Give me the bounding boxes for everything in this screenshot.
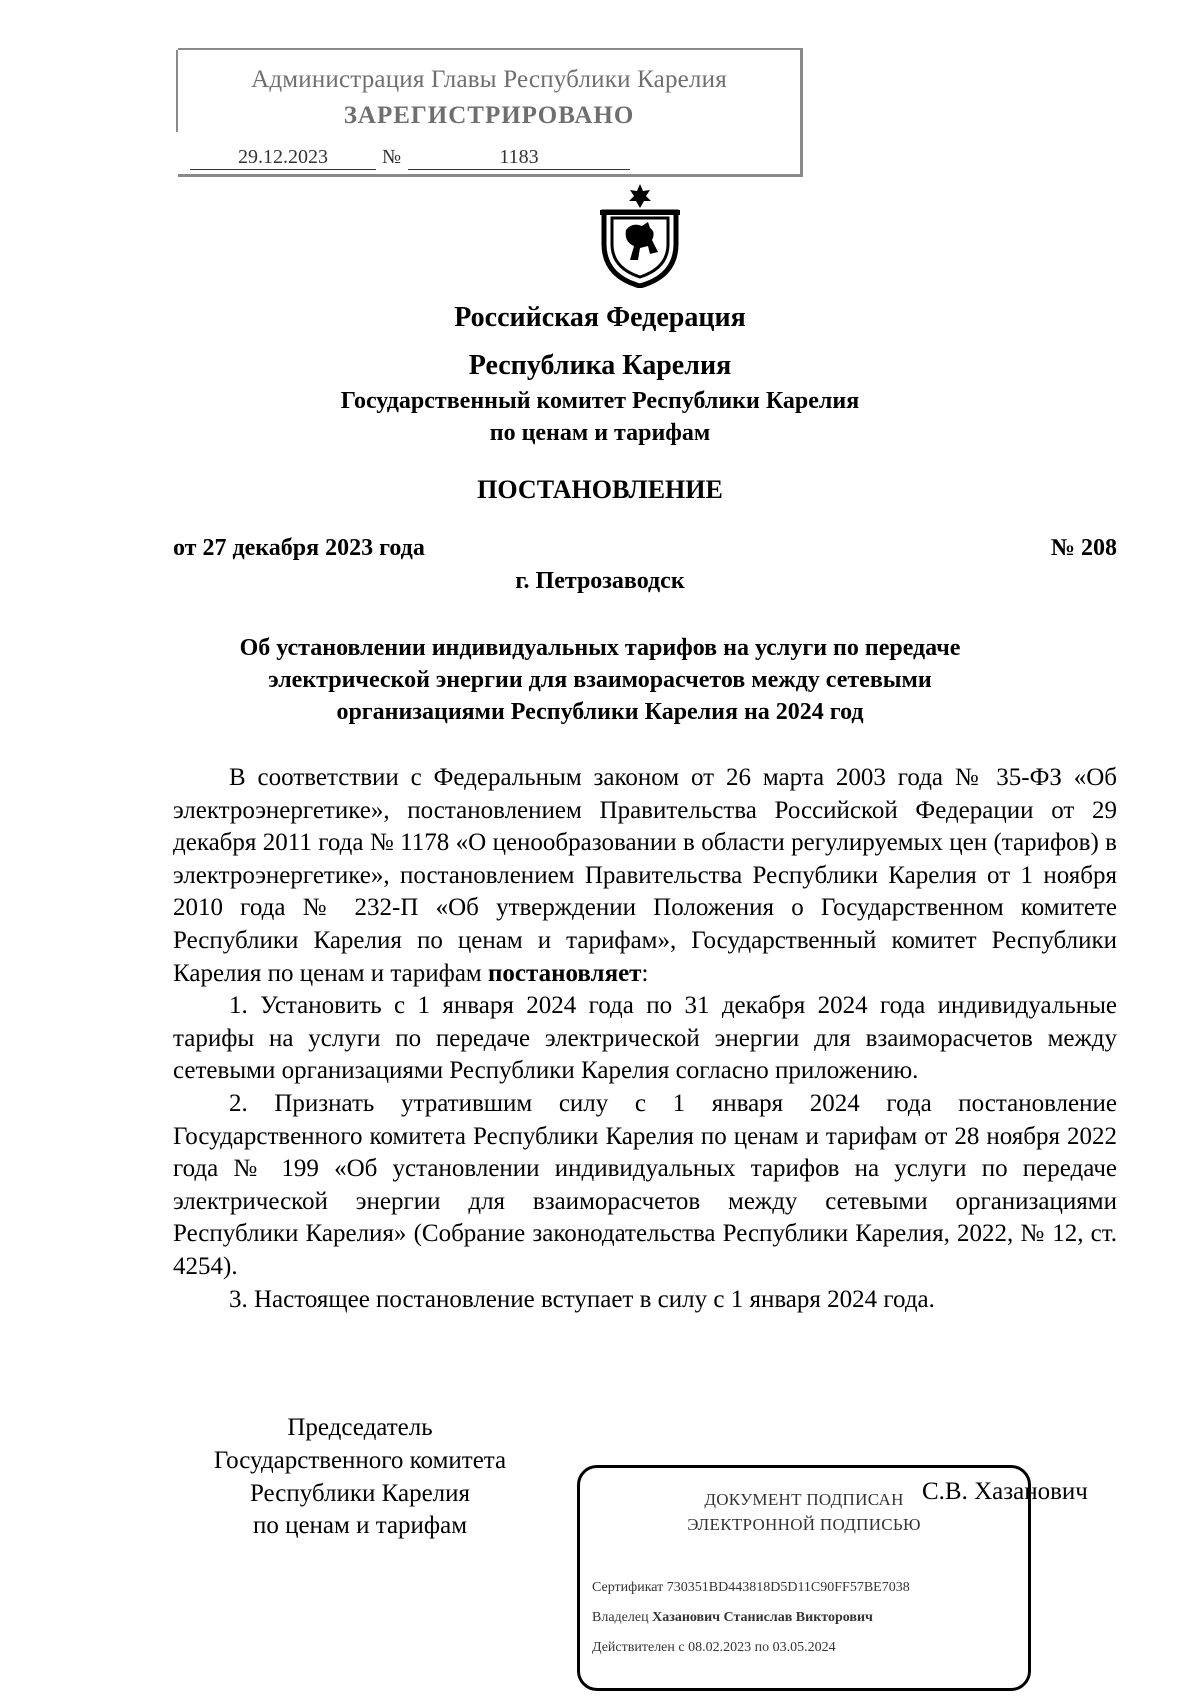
signatory-title (160, 1412, 560, 1543)
preamble-text: В соответствии с Федеральным законом от 26 марта 2003 года № 35-ФЗ «Об электроэнергетике», постановлением Правительства Российской Федерации от 29 декабря 2011 года № 1178 «О ценообразовании в области регулируемых цен (тарифов) в электроэнергетике», постановлением Правительства Республики Карелия от 1 ноября 2010 года № 232-П «Об утверждении Положения о Государственном комитете Республики Карелия по ценам и тарифам», Государственный комитет Республики Карелия по ценам и тарифам (173, 764, 1117, 987)
signatory-title-line: Государственного комитета (213, 1446, 507, 1474)
esign-valid-to: 03.05.2024 (772, 1640, 836, 1655)
header-committee-line1: Государственный комитет Республики Карелия (340, 388, 860, 414)
stamp-number: 1183 (408, 146, 630, 170)
decree-colon: : (641, 959, 649, 987)
stamp-organization: Администрация Главы Республики Карелия (251, 66, 727, 93)
header-committee-line2: по ценам и тарифам (489, 420, 711, 446)
esign-cert-value: 730351BD443818D5D11C90FF57BE7038 (666, 1580, 910, 1595)
esign-owner-row (592, 1610, 873, 1626)
signatory-name: С.В. Хазанович (922, 1478, 1088, 1505)
esign-validity-row (592, 1640, 836, 1656)
document-number: № 208 (1050, 535, 1117, 561)
document-city: г. Петрозаводск (515, 568, 685, 594)
stamp-number-sign: № (382, 146, 402, 168)
document-date: от 27 декабря 2023 года (173, 535, 425, 561)
document-subject: Об установлении индивидуальных тарифов на услуги по передаче электрической энергии для взаиморасчетов между сетевыми организациями Республики Карелия на 2024 год (239, 635, 961, 725)
esign-valid-from-word: с (678, 1640, 685, 1655)
preamble-paragraph (173, 762, 1117, 990)
esign-valid-label: Действителен (592, 1640, 675, 1655)
stamp-status: ЗАРЕГИСТРИРОВАНО (343, 102, 635, 129)
esign-owner-value: Хазанович Станислав Викторович (652, 1610, 873, 1625)
item-paragraph-1: 1. Установить с 1 января 2024 года по 31 декабря 2024 года индивидуальные тарифы на услуги по передаче электрической энергии для взаиморасчетов между сетевыми организациями Республики Карелия согласно приложению. (173, 992, 1117, 1085)
signatory-title-line: по ценам и тарифам (252, 1512, 468, 1540)
document-type: ПОСТАНОВЛЕНИЕ (477, 475, 723, 504)
stamp-date: 29.12.2023 (190, 146, 376, 170)
coat-of-arms-icon (596, 182, 684, 288)
esign-valid-from: 08.02.2023 (688, 1640, 752, 1655)
esign-title-line2: ЭЛЕКТРОННОЙ ПОДПИСЬЮ (687, 1515, 921, 1534)
decree-word: постановляет (488, 959, 642, 987)
esign-cert-label: Сертификат (592, 1580, 664, 1595)
item-paragraph-3: 3. Настоящее постановление вступает в силу с 1 января 2024 года. (229, 1285, 935, 1313)
item-paragraph-2: 2. Признать утратившим силу с 1 января 2024 года постановление Государственного комитета Республики Карелия по ценам и тарифам от 28 ноября 2022 года № 199 «Об установлении индивидуальных тарифов на услуги по передаче электрической энергии для взаиморасчетов между сетевыми организациями Республики Карелия» (Собрание законодательства Республики Карелия, 2022, № 12, ст. 4254). (173, 1089, 1117, 1280)
signatory-title-line: Председатель (287, 1414, 433, 1441)
registration-stamp (178, 48, 803, 177)
esign-certificate-row (592, 1580, 910, 1596)
document-body (173, 762, 1117, 1316)
esign-title-line1: ДОКУМЕНТ ПОДПИСАН (704, 1490, 904, 1509)
header-country: Российская Федерация (454, 302, 746, 333)
stamp-registration-row (190, 146, 778, 172)
header-region: Республика Карелия (468, 350, 732, 381)
signatory-title-line: Республики Карелия (249, 1479, 471, 1507)
esign-owner-label: Владелец (592, 1610, 649, 1625)
electronic-signature-stamp (577, 1465, 1031, 1691)
esign-valid-to-word: по (754, 1640, 770, 1655)
